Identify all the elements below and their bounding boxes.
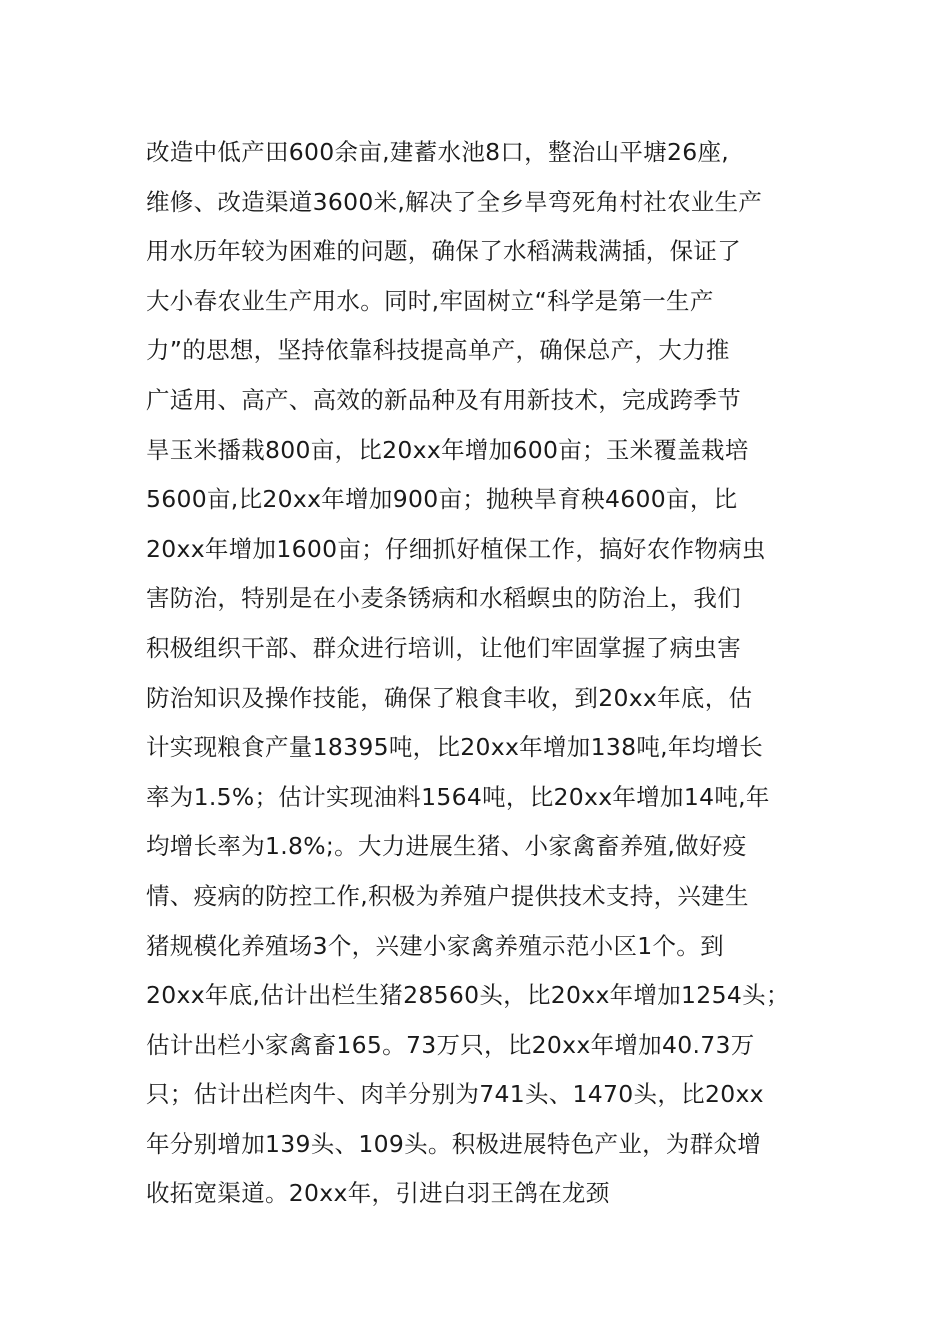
text-line: 害防治，特别是在小麦条锈病和水稻螟虫的防治上，我们 [146,584,741,613]
text-line: 用水历年较为困难的问题，确保了水稻满栽满插，保证了 [146,237,741,266]
text-line: 维修、改造渠道3600米,解决了全乡旱弯死角村社农业生产 [146,187,763,216]
text-line: 猪规模化养殖场3个，兴建小家禽养殖示范小区1个。到 [146,931,724,960]
text-line: 防治知识及操作技能，确保了粮食丰收，到20xx年底，估 [146,683,753,712]
text-line: 率为1.5%；估计实现油料1564吨，比20xx年增加14吨,年 [146,782,770,811]
text-line: 只；估计出栏肉牛、肉羊分别为741头、1470头，比20xx [146,1080,764,1109]
text-line: 5600亩,比20xx年增加900亩；抛秧旱育秧4600亩，比 [146,485,738,514]
text-line: 估计出栏小家禽畜165。73万只，比20xx年增加40.73万 [146,1030,755,1059]
text-line: 20xx年底,估计出栏生猪28560头，比20xx年增加1254头； [146,981,790,1010]
text-line: 均增长率为1.8%;。大力进展生猪、小家禽畜养殖,做好疫 [146,832,747,861]
text-line: 收拓宽渠道。20xx年，引进白羽王鸽在龙颈 [146,1179,610,1208]
text-line: 广适用、高产、高效的新品种及有用新技术，完成跨季节 [146,385,741,414]
text-line: 情、疫病的防控工作,积极为养殖户提供技术支持，兴建生 [146,881,749,910]
text-line: 旱玉米播栽800亩，比20xx年增加600亩；玉米覆盖栽培 [146,435,749,464]
text-line: 计实现粮食产量18395吨，比20xx年增加138吨,年均增长 [146,733,764,762]
text-line: 年分别增加139头、109头。积极进展特色产业，为群众增 [146,1129,762,1158]
text-line: 改造中低产田600余亩,建蓄水池8口，整治山平塘26座, [146,138,730,166]
text-line: 大小春农业生产用水。同时,牢固树立“科学是第一生产 [146,286,714,315]
body-text [146,128,816,1219]
text-line: 20xx年增加1600亩；仔细抓好植保工作，搞好农作物病虫 [146,534,766,563]
text-line: 力”的思想，坚持依靠科技提高单产，确保总产，大力推 [146,336,730,365]
text-line: 积极组织干部、群众进行培训，让他们牢固掌握了病虫害 [146,633,741,662]
